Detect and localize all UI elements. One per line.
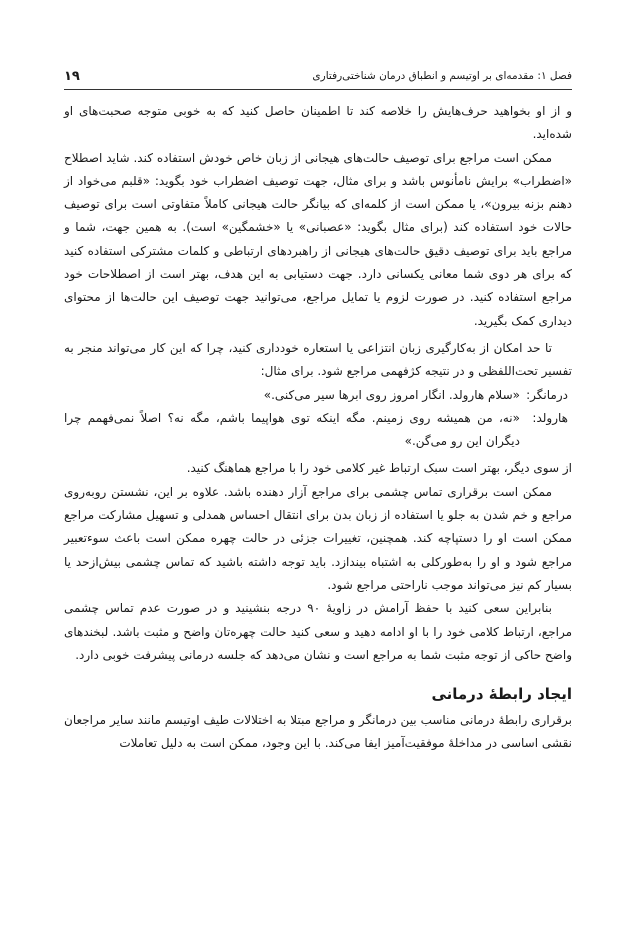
- paragraph-emotion-language: ممکن است مراجع برای توصیف حالت‌های هیجانی از زبان خاص خودش استفاده کند. شاید اصطلاح «اضطراب» برایش نامأنوس باشد و برای مثال، جهت توصیف اضطراب خود بگوید: «قلبم می‌خواد از دهنم بزنه بیرون»، یا ممکن است از کلمه‌ای که بیانگر حالت هیجانی کاملاً متفاوتی است برای توصیف حالات خود استفاده کند (برای مثال بگوید: «عصبانی» یا «خشمگین» است). به همین جهت، شما و مراجع باید برای توصیف دقیق حالت‌های هیجانی از راهبردهای ارتباطی و کلمات مشترکی استفاده کنید که برای هر دوی شما معانی یکسانی دارد. جهت دستیابی به این هدف، بهتر است از اصطلاحات خود مراجع استفاده کنید. در صورت لزوم یا تمایل مراجع، می‌توانید جهت توصیف این حالت‌ها از محتوای دیداری کمک بگیرید.: [64, 150, 572, 328]
- paragraph-therapeutic-relationship: برقراری رابطهٔ درمانی مناسب بین درمانگر و مراجع مبتلا به اختلالات طیف اوتیسم مانند سایر مراجعان نقشی اساسی در مداخلهٔ موفقیت‌آمیز ایفا می‌کند. با این وجود، ممکن است به دلیل تعاملات: [64, 713, 572, 751]
- section-heading: ایجاد رابطهٔ درمانی: [431, 685, 572, 704]
- dialogue-utterance: «نه، من همیشه روی زمینم. مگه اینکه توی هواپیما باشم، مگه نه؟ اصلاً نمی‌فهمم چرا دیگران این رو می‌گن.»: [64, 410, 520, 449]
- paragraph-avoid-metaphor: تا حد امکان از به‌کارگیری زبان انتزاعی یا استعاره خودداری کنید، چرا که این کار می‌تواند منجر به تفسیر تحت‌اللفظی و در نتیجه کژفهمی مراجع شود. برای مثال:: [64, 340, 572, 379]
- dialogue-speaker: هارولد:: [532, 410, 568, 425]
- dialogue-speaker: درمانگر:: [526, 387, 568, 402]
- dialogue-line-therapist: [64, 384, 572, 407]
- dialogue-line-harold: [64, 407, 572, 454]
- paragraph-seating: بنابراین سعی کنید با حفظ آرامش در زاویهٔ ۹۰ درجه بنشینید و در صورت عدم تماس چشمی مراجع، ارتباط کلامی خود را با او ادامه دهید و سعی کنید حالت چهره‌تان واضح و مثبت باشد. لبخندهای واضح حاکی از توجه مثبت شما به مراجع است و نشان می‌دهد که جلسه درمانی پیشرفت خوبی دارد.: [64, 601, 572, 662]
- page-number: ۱۹: [64, 68, 80, 84]
- chapter-running-title: فصل ۱: مقدمه‌ای بر اوتیسم و انطباق درمان شناختی‌رفتاری: [312, 70, 572, 82]
- paragraph-nonverbal: از سوی دیگر، بهتر است سبک ارتباط غیر کلامی خود را با مراجع هماهنگ کنید.: [186, 461, 572, 476]
- paragraph-continuation: و از او بخواهید حرف‌هایش را خلاصه کند تا اطمینان حاصل کنید که به خوبی متوجه صحبت‌های او شده‌اید.: [64, 104, 572, 142]
- dialogue-utterance: «سلام هارولد. انگار امروز روی ابرها سیر می‌کنی.»: [263, 387, 520, 402]
- header-divider: [64, 89, 572, 90]
- paragraph-eye-contact: ممکن است برقراری تماس چشمی برای مراجع آزار دهنده باشد. علاوه بر این، نشستن روبه‌روی مراجع و خم شدن به جلو یا استفاده از زبان بدن برای انتقال احساس همدلی و تسهیل مشارکت مراجع ممکن است او را دستپاچه کند. همچنین، تغییرات جزئی در حالت چهره ممکن است باعث سوءتعبیر مراجع شود و او را به‌طورکلی به اشتباه بیندازد. باید توجه داشته باشید که تماس چشمی بیش‌ازحد یا بسیار کم نیز می‌تواند موجب ناراحتی مراجع شود.: [64, 484, 572, 592]
- running-header: [64, 66, 572, 86]
- body-text: [64, 100, 572, 756]
